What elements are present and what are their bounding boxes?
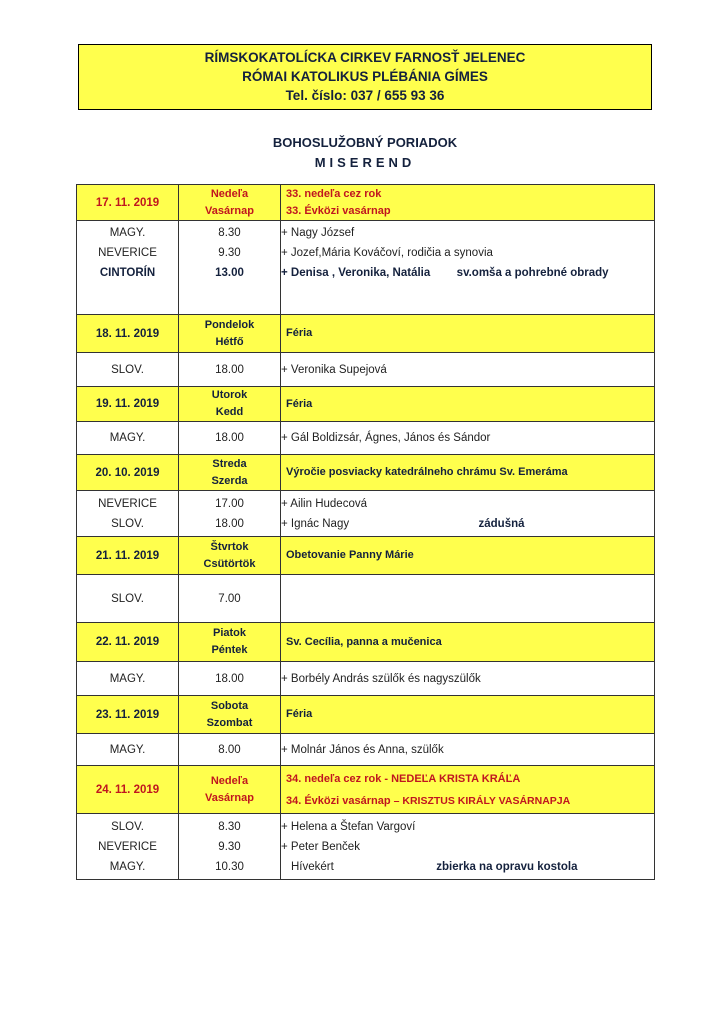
place-text: SLOV.: [111, 517, 144, 530]
feast-line: Sv. Cecília, panna a mučenica: [286, 635, 442, 648]
intention-note: zbierka na opravu kostola: [436, 860, 578, 873]
day-name: [179, 185, 281, 221]
day-name: [179, 623, 281, 662]
day-feast: [281, 387, 655, 422]
day-header-row: [77, 696, 655, 734]
intention-note: zádušná: [478, 517, 525, 530]
day-name-sk: Piatok: [212, 627, 246, 639]
day-name-hu: Csütörtök: [203, 557, 256, 570]
day-name: [179, 766, 281, 814]
place-text: NEVERICE: [98, 247, 157, 259]
mass-row: [77, 575, 655, 623]
day-feast: [281, 185, 655, 221]
parish-name-hu: RÓMAI KATOLIKUS PLÉBÁNIA GÍMES: [242, 69, 488, 84]
place-text: NEVERICE: [98, 840, 157, 853]
schedule-title: BOHOSLUŽOBNÝ PORIADOK: [272, 135, 458, 150]
intention-line: [281, 263, 654, 283]
mass-time: 18.00: [179, 353, 281, 387]
time-text: 10.30: [215, 860, 244, 873]
day-header-row: [77, 185, 655, 221]
mass-intention: [281, 221, 655, 315]
day-feast: [281, 455, 655, 491]
day-header-row: [77, 387, 655, 422]
feast-line: Féria: [286, 327, 313, 339]
feast-extra: – KRISZTUS KIRÁLY VASÁRNAPJA: [393, 794, 571, 807]
feast-line: Féria: [286, 708, 313, 720]
mass-time: 18.00: [179, 422, 281, 455]
mass-intention: [281, 814, 655, 880]
place-text: NEVERICE: [98, 497, 157, 510]
day-name-hu: Vasárnap: [205, 204, 254, 217]
intention-line: [281, 514, 654, 534]
mass-time: 8.00: [179, 734, 281, 766]
mass-intention: + Gál Boldizsár, Ágnes, János és Sándor: [281, 422, 655, 455]
day-date: 24. 11. 2019: [77, 766, 179, 814]
feast-line: 33. Évközi vasárnap: [286, 204, 391, 217]
schedule-subtitle: MISEREND: [314, 155, 416, 170]
day-name-sk: Sobota: [210, 699, 249, 712]
day-header-row: [77, 623, 655, 662]
day-date: 22. 11. 2019: [77, 623, 179, 662]
parish-phone: Tel. číslo: 037 / 655 93 36: [285, 88, 445, 103]
day-name-sk: Utorok: [211, 389, 248, 401]
intention-text: + Helena a Štefan Vargoví: [281, 820, 416, 833]
mass-place: [77, 491, 179, 537]
mass-row: [77, 422, 655, 455]
mass-intention: [281, 491, 655, 537]
feast-text: 34. Évközi vasárnap: [286, 794, 391, 807]
mass-intention: + Borbély András szülők és nagyszülők: [281, 662, 655, 696]
mass-intention: + Veronika Supejová: [281, 353, 655, 387]
feast-line: 34. nedeľa cez rok - NEDEĽA KRISTA KRÁĽA: [286, 772, 521, 785]
day-date: 20. 10. 2019: [77, 455, 179, 491]
mass-row: [77, 491, 655, 537]
day-name: [179, 455, 281, 491]
day-header-row: [77, 766, 655, 814]
mass-time: 18.00: [179, 662, 281, 696]
mass-time: [179, 491, 281, 537]
mass-intention: [281, 575, 655, 623]
day-name-hu: Szombat: [206, 716, 253, 729]
mass-row: [77, 353, 655, 387]
intention-text: + Denisa , Veronika, Natália: [281, 267, 431, 279]
time-text: 8.30: [218, 820, 241, 833]
day-feast: [281, 623, 655, 662]
mass-row: [77, 814, 655, 880]
day-name-hu: Szerda: [211, 474, 248, 487]
day-header-row: [77, 455, 655, 491]
day-feast: [281, 315, 655, 353]
place-text: MAGY.: [109, 860, 146, 873]
day-name-sk: Štvrtok: [210, 540, 249, 553]
day-name-sk: Streda: [212, 457, 247, 470]
day-feast: [281, 696, 655, 734]
day-date: 17. 11. 2019: [77, 185, 179, 221]
feast-line: 33. nedeľa cez rok: [286, 187, 382, 200]
day-name-hu: Hétfő: [215, 335, 244, 348]
day-header-row: [77, 315, 655, 353]
day-name: [179, 315, 281, 353]
mass-place: [77, 221, 179, 315]
mass-time: 7.00: [179, 575, 281, 623]
day-name: [179, 537, 281, 575]
mass-place: MAGY.: [77, 734, 179, 766]
feast-line: Féria: [286, 397, 313, 410]
day-name-sk: Nedeľa: [210, 187, 249, 200]
day-feast: [281, 766, 655, 814]
time-text: 9.30: [218, 840, 241, 853]
day-name-sk: Pondelok: [204, 318, 255, 331]
intention-text: + Ailin Hudecová: [281, 497, 367, 510]
day-name-hu: Péntek: [211, 644, 248, 656]
intention-text: + Nagy József: [281, 227, 355, 239]
intention-text: + Ignác Nagy: [281, 517, 350, 530]
time-text: 17.00: [215, 497, 244, 510]
day-name-hu: Vasárnap: [205, 791, 254, 804]
mass-place: SLOV.: [77, 353, 179, 387]
feast-line: [286, 790, 654, 812]
place-text: SLOV.: [111, 820, 144, 833]
mass-time: [179, 814, 281, 880]
intention-text: Hívekért: [291, 860, 334, 873]
mass-place: MAGY.: [77, 422, 179, 455]
intention-line: [281, 857, 654, 877]
intention-text: + Peter Benček: [281, 840, 360, 853]
mass-time: [179, 221, 281, 315]
mass-place: SLOV.: [77, 575, 179, 623]
day-date: 21. 11. 2019: [77, 537, 179, 575]
intention-note: sv.omša a pohrebné obrady: [456, 267, 609, 279]
day-name-sk: Nedeľa: [210, 774, 249, 787]
mass-schedule-table: [76, 184, 655, 880]
place-text: MAGY.: [109, 227, 146, 239]
parish-name-sk: RÍMSKOKATOLÍCKA CIRKEV FARNOSŤ JELENEC: [204, 50, 526, 65]
day-date: 23. 11. 2019: [77, 696, 179, 734]
mass-intention: + Molnár János és Anna, szülők: [281, 734, 655, 766]
time-text: 18.00: [215, 517, 244, 530]
feast-line: Obetovanie Panny Márie: [286, 549, 414, 561]
mass-place: [77, 814, 179, 880]
intention-text: + Jozef,Mária Kováčoví, rodičia a synovia: [281, 247, 493, 259]
mass-row: [77, 662, 655, 696]
day-date: 18. 11. 2019: [77, 315, 179, 353]
day-name: [179, 387, 281, 422]
parish-header: [78, 44, 652, 110]
day-name-hu: Kedd: [215, 406, 244, 418]
place-text: CINTORÍN: [99, 267, 156, 279]
day-feast: [281, 537, 655, 575]
mass-row: [77, 221, 655, 315]
time-text: 8.30: [218, 227, 241, 239]
day-header-row: [77, 537, 655, 575]
time-text: 13.00: [215, 267, 244, 279]
time-text: 9.30: [218, 247, 241, 259]
mass-row: [77, 734, 655, 766]
mass-place: MAGY.: [77, 662, 179, 696]
feast-line: Výročie posviacky katedrálneho chrámu Sv. Emeráma: [286, 466, 568, 478]
day-date: 19. 11. 2019: [77, 387, 179, 422]
day-name: [179, 696, 281, 734]
